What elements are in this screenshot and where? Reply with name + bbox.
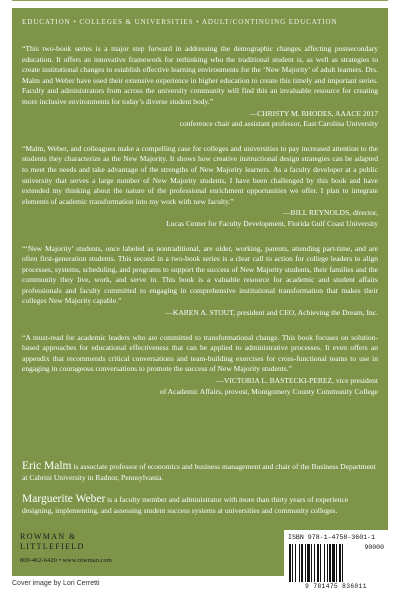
- quote-affiliation: of Academic Affairs, provost, Montgomery County Community College: [159, 386, 378, 396]
- endorsement-quotes: [22, 44, 378, 411]
- barcode-icon: [288, 544, 362, 582]
- quote-3: [22, 244, 378, 319]
- publisher-logo-line-1: ROWMAN &: [20, 532, 77, 541]
- cover-image-credit: Cover image by Lori Cerretti: [12, 580, 100, 587]
- category-line: EDUCATION • COLLEGES & UNIVERSITIES • ADULT/CONTINUING EDUCATION: [22, 18, 338, 26]
- quote-text: “This two-book series is a major step forward in addressing the demographic changes affecting postsecondary education. It offers an innovative framework for rethinking who the traditional student is, as well as strategies to create institutional changes to establish effective learning environments for the ‘New Majority’ of adult learners. Drs. Malm and Weber have used their extensive experience in higher education to create this timely and important series. Faculty and administrators from across the university community will find this an invaluable resource for creating more inclusive environments for today’s diverse student body.”: [22, 44, 378, 106]
- author-bio: [22, 493, 378, 516]
- author-name: Eric Malm: [22, 460, 72, 472]
- quote-4: [22, 333, 378, 398]
- quote-attribution: —CHRISTY M. RHODES, AAACE 2017: [249, 108, 378, 118]
- publisher-contact: 800-462-6420 • www.rowman.com: [20, 557, 112, 564]
- quote-attribution: —VICTORIA L. BASTECKI-PEREZ, vice president: [216, 376, 378, 386]
- price-code: 90000: [364, 544, 384, 551]
- barcode-digits: 9 781475 836011: [305, 583, 367, 590]
- isbn-label: ISBN 978-1-4758-3601-1: [288, 534, 376, 541]
- author-bio-text: is a faculty member and administrator with more than thirty years of experience designing, implementing, and assessing student success systems at universities and community colleges.: [22, 495, 349, 515]
- quote-text: “‘New Majority’ students, once labeled as nontraditional, are older, working, parents, attending part-time, and are often first-generation students. This second in a two-book series is a clear call to action for college leaders to align processes, systems, scheduling, and programs to support the success of New Majority students, their families and the community they live, work, and serve in. This book is a valuable resource for academic and student affairs professionals and faculty committed to engaging in comprehensive institutional transformation that makes their colleges New Majority capable.”: [22, 243, 378, 306]
- publisher-logo-line-2: LITTLEFIELD: [20, 541, 85, 551]
- quote-affiliation: conference chair and assistant professor, East Carolina University: [179, 119, 378, 129]
- cover-top-edge: [12, 0, 388, 1]
- publisher-block: [20, 532, 112, 564]
- quote-attribution: —KAREN A. STOUT, president and CEO, Achieving the Dream, Inc.: [165, 308, 378, 318]
- author-bios: [22, 460, 378, 526]
- quote-text: “A must-read for academic leaders who are committed to transformational change. This book focuses on solution-based approaches for educational effectiveness that can be applied to administrative processes. It even offers an appendix that recommends critical conversations and team-building exercises for cross-functional teams to use in engaging in courageous conversations to promote the success of New Majority students.”: [22, 332, 378, 374]
- quote-affiliation: Lucas Center for Faculty Development, Florida Gulf Coast University: [166, 218, 378, 228]
- quote-text: “Malm, Weber, and colleagues make a compelling case for colleges and universities to pay increased attention to the students they characterize as the New Majority. It shows how creative instructional design strategies can be adapted to meet the needs and take advantage of the strengths of New Majority learners. As a faculty developer at a public university that serves a large number of New Majority students, I have been challenged by this book and have extended my thinking about the nature of the professional enrichment opportunities we offer. I plan to integrate elements of academic transformation into my work with new faculty.”: [22, 143, 378, 206]
- quote-1: [22, 44, 378, 130]
- author-bio: [22, 460, 378, 483]
- quote-2: [22, 144, 378, 230]
- isbn-barcode: [284, 530, 388, 592]
- author-name: Marguerite Weber: [22, 493, 106, 506]
- author-bio-text: is associate professor of economics and business management and chair of the Business Department at Cabrini University in Radnor, Pennsylvania.: [22, 462, 376, 482]
- quote-attribution: —BILL REYNOLDS, director,: [283, 208, 378, 218]
